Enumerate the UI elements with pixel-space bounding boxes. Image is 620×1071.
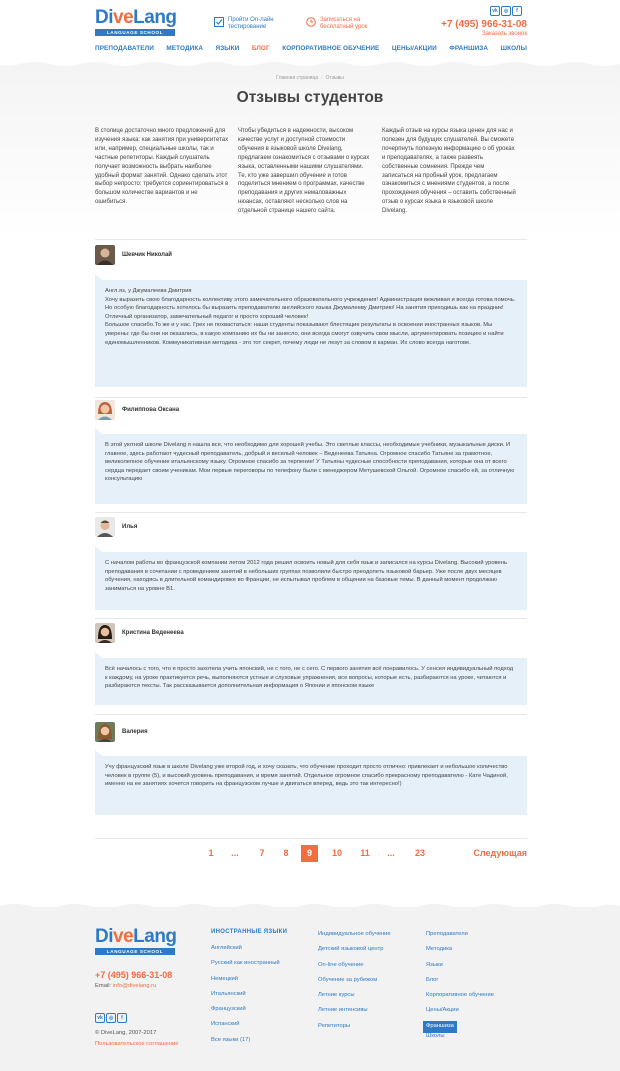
facebook-icon[interactable]: f <box>512 6 522 16</box>
copyright: © DiveLang, 2007-2017 <box>95 1030 157 1036</box>
nav-franchise[interactable]: ФРАНШИЗА <box>449 45 489 52</box>
footer-page-link[interactable]: Цены/Акции <box>426 1007 459 1014</box>
nav-blog[interactable]: БЛОГ <box>251 45 270 52</box>
footer-page-link[interactable]: Преподаватели <box>426 931 468 937</box>
footer-service-link[interactable]: Детский языковой центр <box>318 946 384 953</box>
intro-column-3: Каждый отзыв на курсы языка ценен для нас и полезен для будущих слушателей. Вы сможете почерпнуть полезную информацию о об уроках и преподавателях, а также развеять собственные сомнения. Прежде чем записаться на пробный урок, предлагаем ознакомиться с мнениями студентов, а после прохождения обучения – оставить собственный отзыв о курсах языка в языковой школе Divelang. <box>382 128 516 215</box>
avatar <box>95 517 115 537</box>
reviewer-name: Филиппова Оксана <box>122 407 180 413</box>
review-text: Всё началось с того, что я просто захотела учить японский, не с того, не с сего. С первого занятия всё понравилось. У сенсея индивидуальный подход к каждому, на уроке практикуется речь, выполняются устные и слуховые упражнения, все вопросы, которые есть, разбираются на уроке, читаются и разбираются тексты. Так рассказывается дополнительная информация о Японии и японском языке <box>95 658 527 705</box>
email-link[interactable]: info@divelang.ru <box>112 983 157 989</box>
footer-language-link[interactable]: Французский <box>211 1006 246 1013</box>
nav-languages[interactable]: ЯЗЫКИ <box>215 45 240 52</box>
online-test-link[interactable] <box>214 17 274 31</box>
page-ellipsis: ... <box>387 848 395 858</box>
review <box>95 517 527 592</box>
footer-language-link[interactable]: Итальянский <box>211 990 246 997</box>
breadcrumb-current: Отзывы <box>325 75 344 81</box>
review-text: С началом работы во французской компании летом 2012 года решил освоить новый для себя язык и записался на курсы Divelang. Высокий уровень преподавания в сочетании с проведением занятий в небольших группах позволили быстро преодолеть языковой барьер. Уже после двух месяцев обучения, находясь в длительной командировке во Франции, не испытывал проблем в общении на базовые темы. В данный момент продолжаю заниматься на уровне В1. <box>95 552 527 610</box>
next-page-link[interactable]: Следующая <box>473 848 527 858</box>
vk-icon[interactable]: vk <box>490 6 500 16</box>
header-phone[interactable]: +7 (495) 966-31-08 <box>441 19 527 30</box>
breadcrumb-home[interactable]: Главная страница <box>276 75 319 81</box>
page-link[interactable]: 8 <box>283 848 289 858</box>
footer-social <box>95 1013 128 1023</box>
terms-link[interactable]: Пользовательское соглашение <box>95 1041 179 1047</box>
review <box>95 400 527 483</box>
page-current[interactable]: 9 <box>301 845 318 862</box>
checkbox-icon <box>214 17 224 27</box>
page-link[interactable]: 1 <box>208 848 214 858</box>
reviewer-name: Кристина Веденеева <box>122 630 184 636</box>
footer-page-link-active[interactable]: Франшиза <box>423 1021 457 1033</box>
review-divider <box>95 397 527 398</box>
review-text: Англ.яз, у Джумалеева Дмитрия Хочу выразить свою благодарность коллективу этого замечательного образовательного учреждения! Администрация вежливая и всегда готова помочь. Но особую благодарность хотелось бы выразить преподавателю английского языка Джумалееву Дмитрию! На занятия приходишь как на праздник! Отличный организатор, замечательный педагог и просто хороший человек! Большое спасибо.То же и у нас. Грех не похвастаться: наши студенты показывают блестящие результаты в освоении иностранных языков. Мы уверены: где бы они ни оказались, в какую компанию их бы ни занесло, они всегда смогут озвучить свои мысли, аргументировать позицию и найти единомышленников. Коммуникативная методика - это тот секрет, почему люди не лезут за словом в карман. Их слово всегда наготове. <box>95 280 527 387</box>
trial-lesson-line2: бесплатный урок <box>320 24 368 30</box>
online-test-line1: Пройти On-лайн <box>228 17 274 23</box>
page-link[interactable]: 23 <box>414 848 425 858</box>
review-header <box>95 623 527 644</box>
review-header <box>95 245 527 266</box>
footer-page-link[interactable]: Языки <box>426 961 443 968</box>
main-nav <box>95 45 527 57</box>
footer <box>0 907 620 1071</box>
intro-column-1: В столице достаточно много предложений для изучения языка: как занятия при университетах или, например, специальные школы, так и частные репетиторы. Каждый слушатель получает возможность выбрать наиболее удобный формат занятий. Однако сделать этот выбор непросто: требуется сориентироваться в большом количестве вариантов и не ошибиться. <box>95 128 229 206</box>
logo-wordmark: DiveLang <box>95 926 177 947</box>
wave-divider <box>0 62 620 68</box>
footer-page-link[interactable]: Корпоративное обучение <box>426 992 494 999</box>
footer-service-link[interactable]: Репетиторы <box>318 1022 351 1029</box>
footer-languages-heading: ИНОСТРАННЫЕ ЯЗЫКИ <box>211 929 288 935</box>
review-header <box>95 722 527 743</box>
footer-languages <box>211 929 287 1052</box>
review <box>95 722 527 788</box>
avatar <box>95 623 115 643</box>
footer-language-link[interactable]: Испанский <box>211 1021 240 1028</box>
intro-column-2: Чтобы убедиться в надежности, высоком качестве услуг и доступной стоимости обучения в языковой школе Divelang, предлагаем ознакомиться с отзывами о курсах языка, оставленными нашими слушателями. Те, кто уже завершил обучение и готов поделиться мнением о программах, качестве преподавания и других немаловажных нюансах, оставляют несколько слов на отдельной странице нашего сайта. <box>238 128 370 215</box>
footer-language-link[interactable]: Русский как иностранный <box>211 960 280 967</box>
nav-prices[interactable]: ЦЕНЫ/АКЦИИ <box>391 45 437 52</box>
footer-page-link[interactable]: Блог <box>426 976 439 983</box>
logo-subtitle: LANGUAGE SCHOOL <box>95 29 175 36</box>
vk-icon[interactable]: vk <box>95 1013 105 1023</box>
instagram-icon[interactable]: ◎ <box>501 6 511 16</box>
nav-corporate[interactable]: КОРПОРАТИВНОЕ ОБУЧЕНИЕ <box>282 45 380 52</box>
avatar <box>95 245 115 265</box>
footer-language-link[interactable]: Английский <box>211 945 242 951</box>
header <box>0 0 620 62</box>
breadcrumb-separator: / <box>321 75 323 81</box>
page-title: Отзывы студентов <box>236 89 384 106</box>
footer-service-link[interactable]: On-line обучение <box>318 961 364 968</box>
reviewer-name: Шевчик Николай <box>122 252 172 258</box>
section-divider <box>95 239 527 240</box>
footer-language-link[interactable]: Немецкий <box>211 975 238 982</box>
nav-teachers[interactable]: ПРЕПОДАВАТЕЛИ <box>95 45 154 52</box>
logo-wordmark: DiveLang <box>95 7 177 28</box>
trial-lesson-line1: Записаться на <box>320 17 361 23</box>
page-ellipsis: ... <box>231 848 239 858</box>
review <box>95 245 527 346</box>
avatar <box>95 722 115 742</box>
nav-schools[interactable]: ШКОЛЫ <box>500 45 527 52</box>
logo-subtitle: LANGUAGE SCHOOL <box>95 948 175 955</box>
pagination <box>95 845 527 862</box>
clock-icon <box>306 17 316 27</box>
footer-services <box>318 931 391 1038</box>
callback-link[interactable]: Заказать звонок <box>482 31 527 37</box>
page-link[interactable]: 10 <box>331 848 342 858</box>
reviewer-name: Илья <box>122 524 138 530</box>
footer-phone[interactable]: +7 (495) 966-31-08 <box>95 970 173 980</box>
pagination-divider <box>95 838 527 839</box>
logo[interactable] <box>95 8 177 36</box>
review-header <box>95 400 527 421</box>
reviewer-name: Валерия <box>122 729 148 735</box>
header-social <box>489 6 522 17</box>
footer-service-link[interactable]: Летние курсы <box>318 992 355 999</box>
footer-language-link[interactable]: Все языки (17) <box>211 1036 251 1043</box>
footer-logo[interactable] <box>95 927 177 955</box>
review <box>95 623 527 690</box>
page-link[interactable]: 11 <box>360 848 370 858</box>
footer-email: Email: info@divelang.ru <box>95 983 157 989</box>
footer-service-link[interactable]: Обучение за рубежом <box>318 976 378 983</box>
review-divider <box>95 618 527 619</box>
breadcrumb <box>0 75 620 81</box>
instagram-icon[interactable]: ◎ <box>106 1013 116 1023</box>
avatar <box>95 400 115 420</box>
trial-lesson-link[interactable] <box>306 17 367 31</box>
footer-page-link[interactable]: Методика <box>426 946 453 953</box>
review-divider <box>95 714 527 715</box>
page-link[interactable]: 7 <box>259 848 265 858</box>
review-divider <box>95 512 527 513</box>
review-header <box>95 517 527 538</box>
review-text: В этой уютной школе Divelang я нашла все, что необходимо для хорошей учебы. Это светлые классы, необходимые учебники, музыкальные диски. И главное, здесь работают чудесный преподаватель, добрый и веселый человек – Веденеева Татьяна. Огромное спасибо Татьяне за грамотное, великолепное обучение итальянскому языку. Огромное спасибо за терпение! У Татьяны чудесные способности преподавания, которые она от всего сердца передает своим ученикам. Мои первые переговоры по телефону были с менеджером Метушевской Ольгой. Огромное спасибо ей, за отличную консультацию <box>95 434 527 504</box>
nav-methodology[interactable]: МЕТОДИКА <box>166 45 204 52</box>
footer-service-link[interactable]: Летние интенсивы <box>318 1007 368 1014</box>
footer-page-link[interactable]: Школы <box>426 1032 445 1039</box>
facebook-icon[interactable]: f <box>117 1013 127 1023</box>
footer-service-link[interactable]: Индивидуальное обучение <box>318 931 391 937</box>
review-text: Учу французский язык в школе Divelang уже второй год, и хочу сказать, что обучение проходит просто отлично: привлекает и небольшое количество человек в группе (5), и высокий уровень преподавания, и время занятий. Отдельное огромное спасибо прекрасному преподавателю - Кате Чадиной, именно на ее занятиях хочется говорить на французском лучше и двигаться вперед, ведь это так интересно!) <box>95 756 527 815</box>
online-test-line2: тестирование <box>228 24 267 30</box>
footer-pages <box>426 931 494 1048</box>
